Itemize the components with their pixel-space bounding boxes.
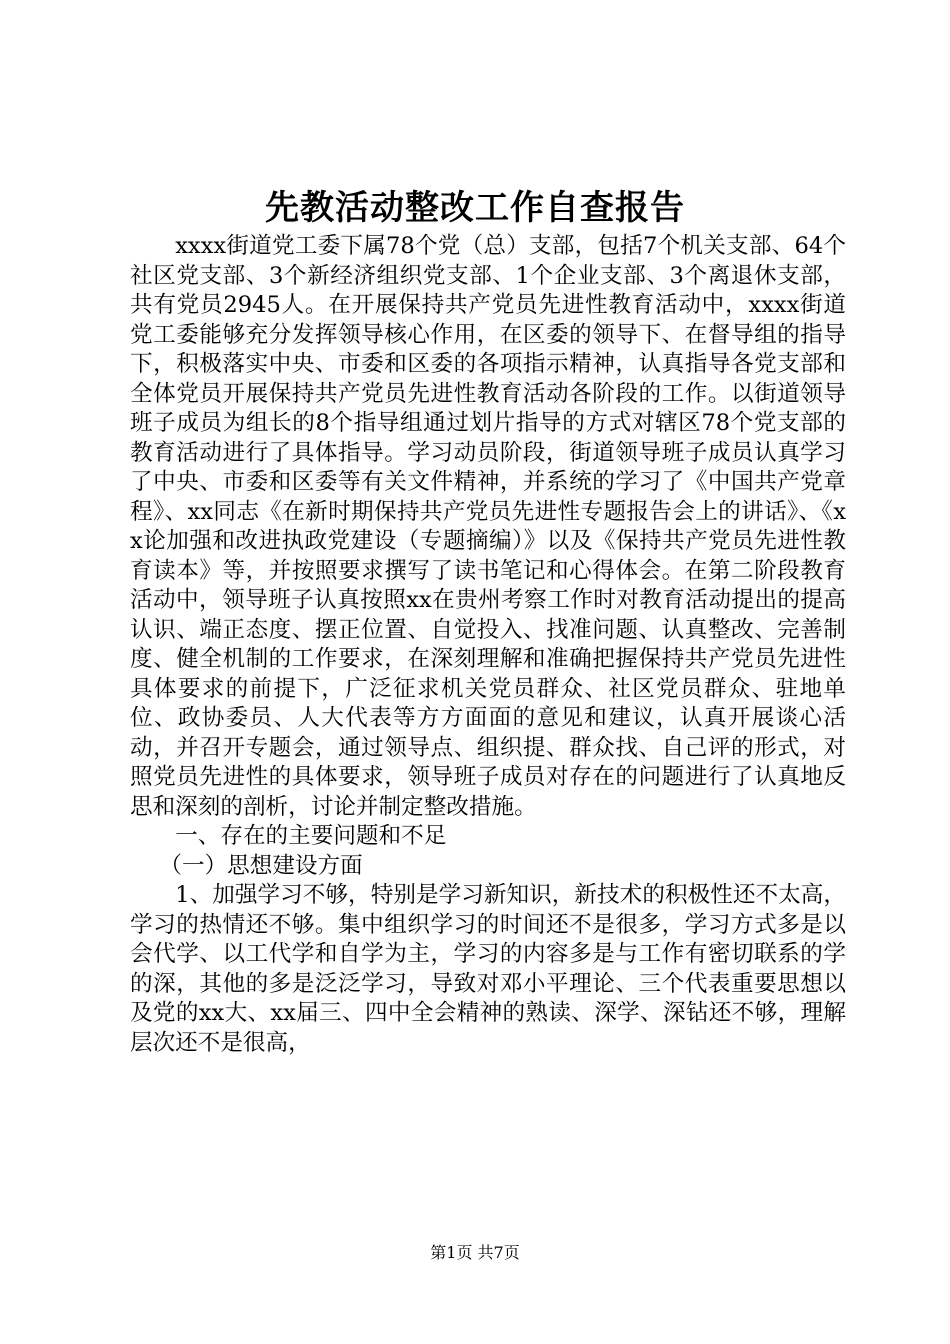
section-heading-problems: 一、存在的主要问题和不足 (175, 823, 447, 849)
intro-paragraph: xxxx街道党工委下属78个党（总）支部，包括7个机关支部、64个社区党支部、3个新经济组织党支部、1个企业支部、3个离退休支部，共有党员2945人。在开展保持共产党员先进性教育活动中，xxxx街道党工委能够充分发挥领导核心作用，在区委的领导下、在督导组的指导下，积极落实中央、市委和区委的各项指示精神，认真指导各党支部和全体党员开展保持共产党员先进性教育活动各阶段的工作。以街道领导班子成员为组长的8个指导组通过划片指导的方式对辖区78个党支部的教育活动进行了具体指导。学习动员阶段，街道领导班子成员认真学习了中央、市委和区委等有关文件精神，并系统的学习了《中国共产党章程》、xx同志《在新时期保持共产党员先进性专题报告会上的讲话》、《xx论加强和改进执政党建设（专题摘编）》以及《保持共产党员先进性教育读本》等，并按照要求撰写了读书笔记和心得体会。在第二阶段教育活动中，领导班子认真按照xx在贵州考察工作时对教育活动提出的提高认识、端正态度、摆正位置、自觉投入、找准问题、认真整改、完善制度、健全机制的工作要求，在深刻理解和准确把握保持共产党员先进性具体要求的前提下，广泛征求机关党员群众、社区党员群众、驻地单位、政协委员、人大代表等方方面面的意见和建议，认真开展谈心活动，并召开专题会，通过领导点、组织提、群众找、自己评的形式，对照党员先进性的具体要求，领导班子成员对存在的问题进行了认真地反思和深刻的剖析，讨论并制定整改措施。 (130, 233, 846, 820)
page-number-footer: 第1页 共7页 (430, 1243, 520, 1262)
document-title: 先教活动整改工作自查报告 (265, 188, 685, 228)
document-body (130, 232, 846, 1058)
subsection-heading-ideology: （一）思想建设方面 (159, 852, 363, 879)
problem-paragraph-1: 1、加强学习不够，特别是学习新知识，新技术的积极性还不太高，学习的热情还不够。集中组织学习的时间还不是很多，学习方式多是以会代学、以工代学和自学为主，学习的内容多是与工作有密切联系的学的深，其他的多是泛泛学习，导致对邓小平理论、三个代表重要思想以及党的xx大、xx届三、四中全会精神的熟读、深学、深钻还不够，理解层次还不是很高， (130, 882, 846, 1056)
